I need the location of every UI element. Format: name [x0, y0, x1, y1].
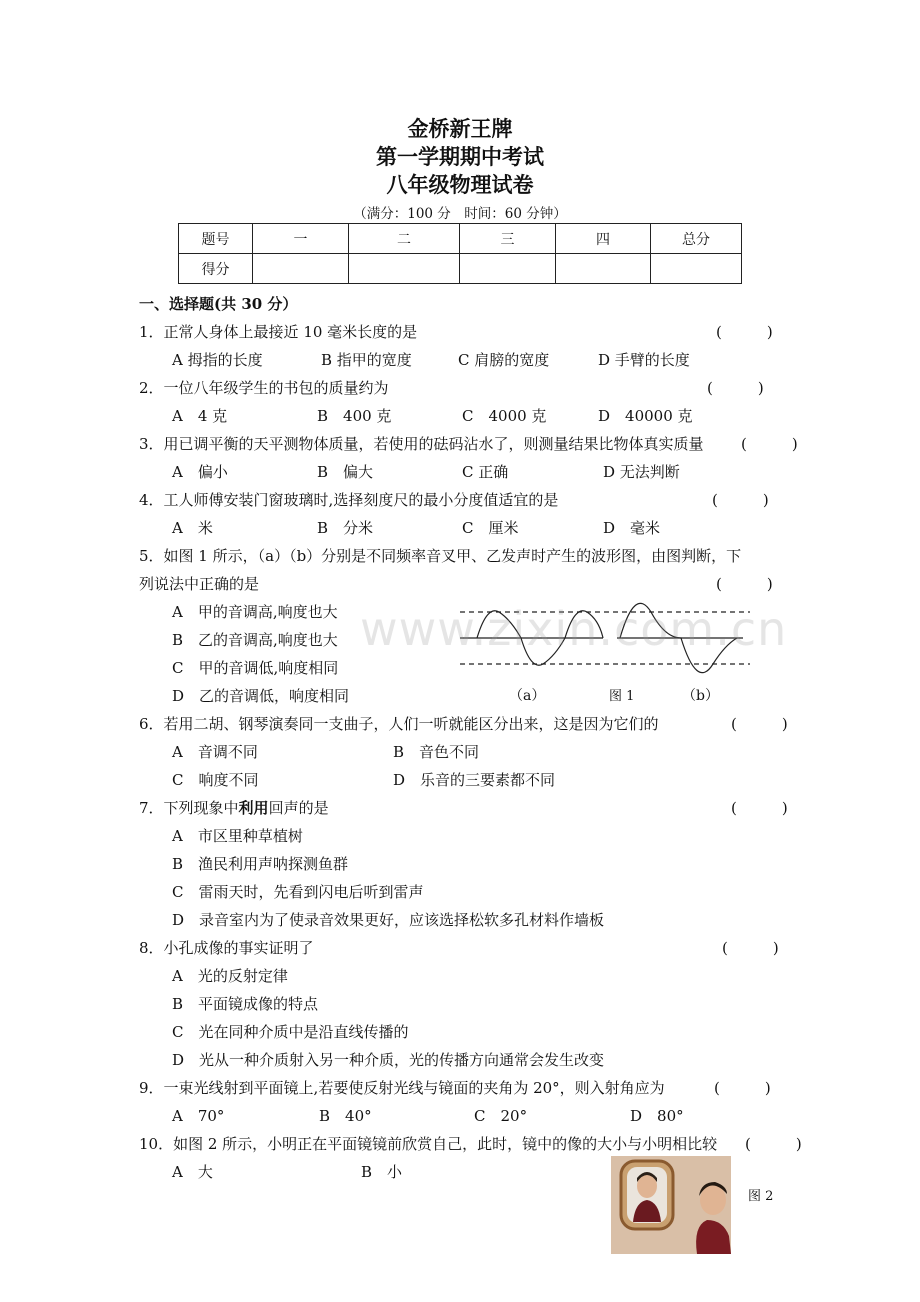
table-row: [179, 224, 742, 254]
answer-paren[interactable]: ( ): [731, 715, 788, 733]
option-b: B 小: [361, 1163, 403, 1181]
table-cell: 三: [460, 224, 556, 254]
option-c: C 20°: [474, 1107, 528, 1125]
score-field[interactable]: [349, 254, 460, 284]
question-5-cont: 列说法中正确的是: [139, 575, 260, 593]
question-7-pre: 7．下列现象中: [139, 799, 239, 817]
answer-paren[interactable]: ( ): [716, 575, 773, 593]
option-a: A 市区里种草植树: [172, 827, 303, 845]
option-b: B 40°: [319, 1107, 372, 1125]
answer-paren[interactable]: ( ): [707, 379, 764, 397]
option-d: D 录音室内为了使录音效果更好，应该选择松软多孔材料作墙板: [172, 911, 605, 929]
option-d: D 乐音的三要素都不同: [393, 771, 556, 789]
option-d: D 无法判断: [603, 463, 680, 481]
option-d: D 40000 克: [598, 407, 693, 425]
option-a: A 米: [172, 519, 213, 537]
option-a: A 甲的音调高,响度也大: [172, 603, 338, 621]
question-1: 1．正常人身体上最接近 10 毫米长度的是: [139, 323, 418, 341]
table-row: [179, 254, 742, 284]
option-d: D 手臂的长度: [598, 351, 690, 369]
table-cell: 题号: [179, 224, 253, 254]
table-cell: 得分: [179, 254, 253, 284]
option-d: D 乙的音调低，响度相同: [172, 687, 350, 705]
option-a: A 音调不同: [172, 743, 258, 761]
option-a: A 光的反射定律: [172, 967, 288, 985]
answer-paren[interactable]: ( ): [712, 491, 769, 509]
score-field[interactable]: [556, 254, 651, 284]
option-b: B 乙的音调高,响度也大: [172, 631, 338, 649]
question-7: [139, 797, 329, 818]
question-5: 5．如图 1 所示，（a）（b）分别是不同频率音叉甲、乙发声时产生的波形图，由图判断，下: [139, 547, 742, 565]
option-c: C 4000 克: [462, 407, 547, 425]
table-cell: 四: [556, 224, 651, 254]
answer-paren[interactable]: ( ): [722, 939, 779, 957]
mirror-photo: [611, 1156, 731, 1254]
answer-paren[interactable]: ( ): [716, 323, 773, 341]
score-table: [178, 223, 742, 284]
title-exam: 第一学期期中考试: [376, 144, 544, 169]
option-a: A 70°: [172, 1107, 225, 1125]
option-b: B 偏大: [317, 463, 374, 481]
question-9: 9．一束光线射到平面镜上,若要使反射光线与镜面的夹角为 20°，则入射角应为: [139, 1079, 665, 1097]
question-3: 3．用已调平衡的天平测物体质量，若使用的砝码沾水了，则测量结果比物体真实质量: [139, 435, 704, 453]
option-b: B 音色不同: [393, 743, 480, 761]
option-b: B 分米: [317, 519, 374, 537]
option-b: B 平面镜成像的特点: [172, 995, 319, 1013]
option-b: B 渔民利用声呐探测鱼群: [172, 855, 349, 873]
exam-info: （满分：100 分 时间：60 分钟）: [353, 206, 567, 222]
option-d: D 毫米: [603, 519, 661, 537]
option-c: C 肩膀的宽度: [458, 351, 550, 369]
question-7-emphasis: 利用: [238, 799, 269, 817]
score-field[interactable]: [460, 254, 556, 284]
figure-b-label: （b）: [682, 688, 719, 704]
answer-paren[interactable]: ( ): [745, 1135, 802, 1153]
option-a: A 4 克: [172, 407, 228, 425]
table-cell: 总分: [651, 224, 742, 254]
option-c: C 甲的音调低,响度相同: [172, 659, 339, 677]
option-d: D 光从一种介质射入另一种介质，光的传播方向通常会发生改变: [172, 1051, 605, 1069]
question-8: 8．小孔成像的事实证明了: [139, 939, 314, 957]
table-cell: 一: [253, 224, 349, 254]
figure-1-label: 图 1: [609, 689, 635, 704]
option-a: A 拇指的长度: [172, 351, 263, 369]
title-subject: 八年级物理试卷: [386, 172, 534, 197]
option-b: B 400 克: [317, 407, 392, 425]
answer-paren[interactable]: ( ): [714, 1079, 771, 1097]
option-c: C 雷雨天时，先看到闪电后听到雷声: [172, 883, 424, 901]
option-c: C 响度不同: [172, 771, 259, 789]
option-c: C 正确: [462, 463, 509, 481]
answer-paren[interactable]: ( ): [741, 435, 798, 453]
watermark: www.zixin.com.cn: [360, 602, 788, 656]
option-c: C 光在同种介质中是沿直线传播的: [172, 1023, 409, 1041]
answer-paren[interactable]: ( ): [731, 799, 788, 817]
option-b: B 指甲的宽度: [321, 351, 412, 369]
figure-2-label: 图 2: [748, 1189, 774, 1204]
option-c: C 厘米: [462, 519, 519, 537]
score-field[interactable]: [651, 254, 742, 284]
question-4: 4．工人师傅安装门窗玻璃时,选择刻度尺的最小分度值适宜的是: [139, 491, 559, 509]
score-field[interactable]: [253, 254, 349, 284]
table-cell: 二: [349, 224, 460, 254]
option-a: A 大: [172, 1163, 213, 1181]
option-d: D 80°: [630, 1107, 684, 1125]
figure-a-label: （a）: [509, 688, 546, 704]
question-7-post: 回声的是: [268, 799, 329, 817]
question-6: 6．若用二胡、钢琴演奏同一支曲子，人们一听就能区分出来，这是因为它们的: [139, 715, 659, 733]
section-heading: 一、选择题(共 30 分）: [139, 295, 298, 313]
question-2: 2．一位八年级学生的书包的质量约为: [139, 379, 389, 397]
question-10: 10．如图 2 所示，小明正在平面镜镜前欣赏自己，此时，镜中的像的大小与小明相比较: [139, 1135, 718, 1153]
option-a: A 偏小: [172, 463, 228, 481]
title-school: 金桥新王牌: [407, 116, 513, 141]
